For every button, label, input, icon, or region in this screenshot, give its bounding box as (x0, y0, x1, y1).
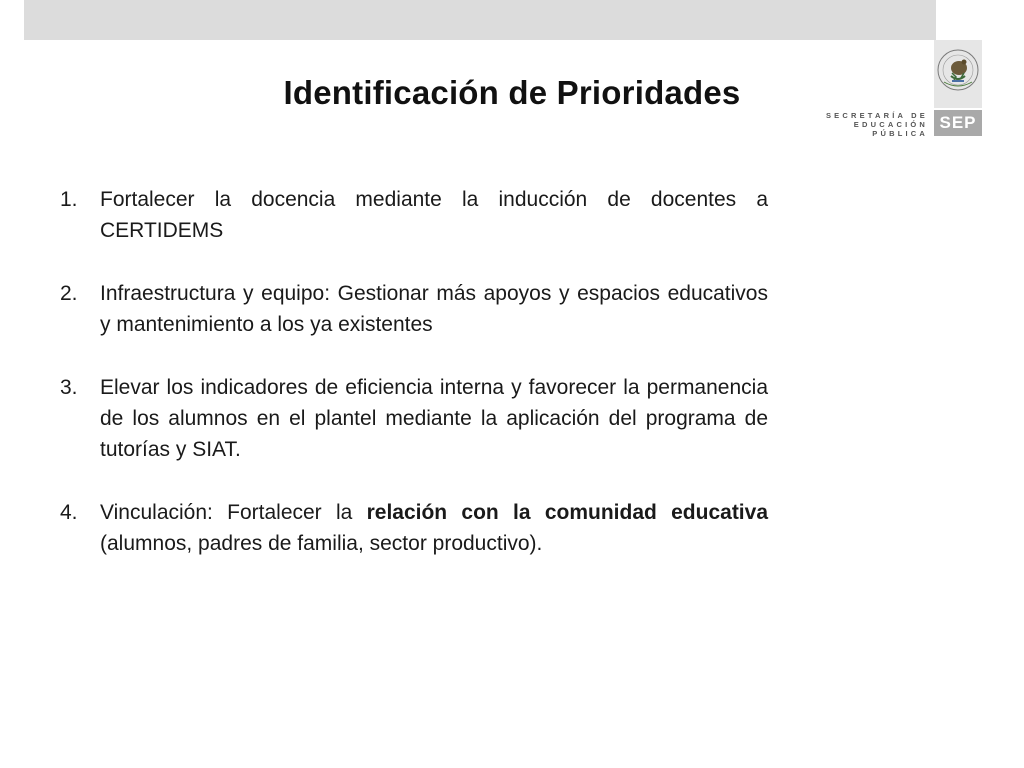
list-item-text-before: Vinculación: Fortalecer la (100, 501, 367, 524)
list-item-text: Elevar los indicadores de eficiencia interna y favorecer la permanencia de los alumnos en el plantel mediante la aplicación del programa de tutorías y SIAT. (100, 376, 768, 461)
secretaria-line-2: EDUCACIÓN PÚBLICA (853, 120, 928, 138)
list-item-number: 1. (60, 188, 78, 211)
list-item-text-bold: relación con la comunidad educativa (366, 501, 768, 524)
top-header-band (24, 0, 936, 40)
list-item-text-after: (alumnos, padres de familia, sector productivo). (100, 532, 543, 555)
list-item-text: Infraestructura y equipo: Gestionar más apoyos y espacios educativos y mantenimiento a los ya existentes (100, 282, 768, 336)
list-item-number: 3. (60, 376, 78, 399)
list-item (60, 278, 768, 340)
list-item (60, 372, 768, 465)
page-title: Identificación de Prioridades (283, 74, 741, 111)
secretaria-line-1: SECRETARÍA DE (825, 111, 928, 120)
list-item-number: 4. (60, 501, 78, 524)
list-item-text: Fortalecer la docencia mediante la inducción de docentes a CERTIDEMS (100, 188, 768, 242)
list-item (60, 184, 768, 246)
list-item (60, 497, 768, 559)
secretaria-text (820, 111, 928, 138)
priorities-list (60, 184, 768, 591)
list-item-number: 2. (60, 282, 78, 305)
sep-label: SEP (934, 110, 982, 136)
